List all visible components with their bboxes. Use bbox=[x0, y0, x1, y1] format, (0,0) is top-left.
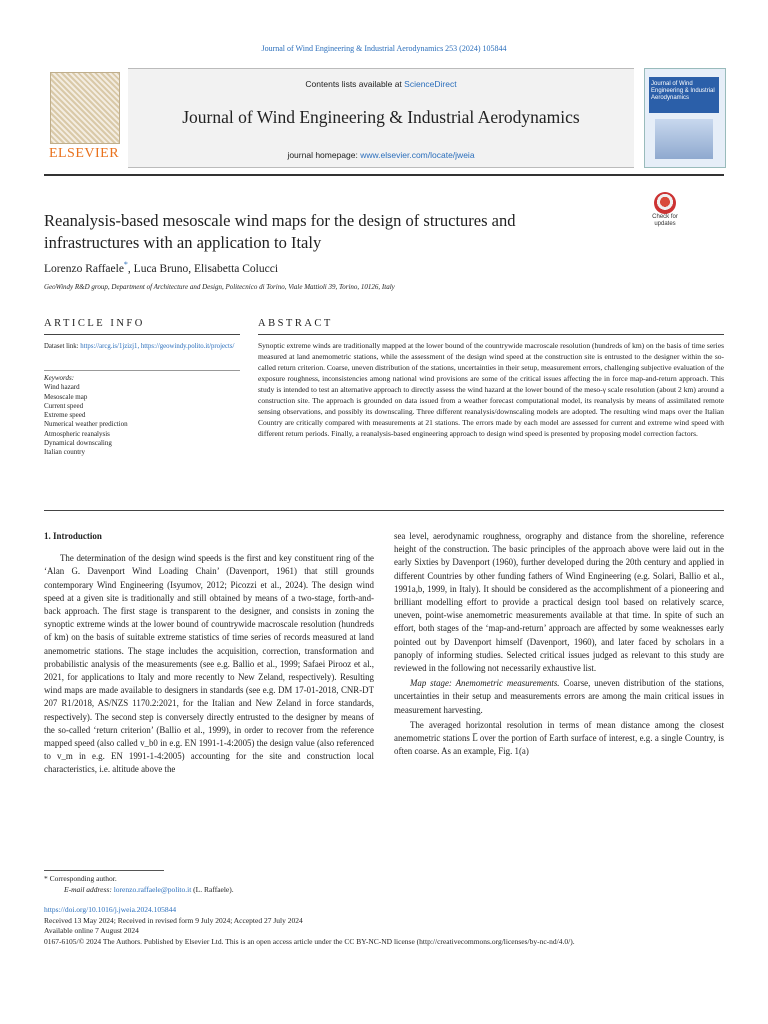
paragraph-text: Coarse, uneven distribution of the stations, uncertainties in their setup and measurements errors are among the main critical issues in measurement harvesting. bbox=[394, 678, 725, 715]
check-updates-label: Check for updates bbox=[652, 214, 678, 227]
received-dates: Received 13 May 2024; Received in revised form 9 July 2024; Accepted 27 July 2024 bbox=[44, 915, 303, 925]
body-paragraph bbox=[394, 677, 724, 717]
author-link[interactable]: Lorenzo Raffaele bbox=[44, 262, 124, 275]
contents-prefix: Contents lists available at bbox=[305, 79, 405, 89]
keywords-block bbox=[44, 374, 240, 458]
email-suffix: (L. Raffaele). bbox=[191, 884, 234, 894]
journal-title: Journal of Wind Engineering & Industrial Aerodynamics bbox=[182, 107, 580, 127]
author-list bbox=[44, 260, 278, 275]
homepage-link[interactable]: www.elsevier.com/locate/jweia bbox=[360, 150, 475, 160]
email-line bbox=[44, 885, 544, 896]
keyword-item: Current speed bbox=[44, 401, 84, 410]
cover-title: Journal of Wind Engineering & Industrial Aerodynamics bbox=[651, 81, 715, 101]
keywords-heading: Keywords: bbox=[44, 374, 75, 382]
elsevier-tree-icon bbox=[50, 72, 120, 144]
keyword-item: Italian country bbox=[44, 448, 86, 457]
keyword-item: Mesoscale map bbox=[44, 392, 88, 401]
keyword-item: Atmospheric reanalysis bbox=[44, 429, 110, 438]
abstract-bottom-divider bbox=[44, 510, 724, 511]
article-title: Reanalysis-based mesoscale wind maps for the design of structures and infrastructures with an application to Italy bbox=[44, 211, 516, 252]
header-divider bbox=[44, 174, 724, 176]
dataset-links[interactable]: https://arcg.is/1jzizj1, https://geowindy.polito.it/projects/ bbox=[80, 343, 235, 350]
dataset-label: Dataset link: bbox=[44, 343, 81, 350]
keyword-item: Numerical weather prediction bbox=[44, 420, 128, 429]
check-updates-icon bbox=[654, 192, 676, 214]
article-metadata bbox=[44, 905, 724, 947]
abstract-heading: ABSTRACT bbox=[258, 318, 333, 329]
doi-link[interactable]: https://doi.org/10.1016/j.jweia.2024.105844 bbox=[44, 905, 177, 914]
license-text: 0167-6105/© 2024 The Authors. Published by Elsevier Ltd. This is an open access article under the CC BY-NC-ND license (http://creativecommons.org/licenses/by-nc-nd/4.0/). bbox=[44, 936, 575, 946]
keywords-divider bbox=[44, 370, 240, 371]
footnote bbox=[44, 874, 544, 895]
elsevier-logo[interactable] bbox=[44, 68, 124, 166]
other-authors[interactable]: , Luca Bruno, Elisabetta Colucci bbox=[127, 262, 279, 275]
footnote-divider bbox=[44, 870, 164, 871]
sciencedirect-link[interactable]: ScienceDirect bbox=[404, 79, 457, 89]
body-paragraph: sea level, aerodynamic roughness, orography and distance from the shoreline, reference height of the construction. The basic principles of the approach above were laid out in the early Sixties by Davenport (1960), further developed during the 20th century and applied in different Countries by other funding fathers of Wind Engineering (e.g. Solari, Ballio et al., 1991a,b, 1999, in Italy). It should be considered as the accomplishment of a pioneering and brilliant modelling effort to provide a practical design tool based on relatively scarce, uneven, point-wise anemometric measurements available at that time. In spite of such an effort, both stages of the ‘map-and-return’ approach are affected by some weaknesses early pointed out by Davenport himself (Davenport, 1960), and later faced by scholars in a panoply of informing studies. Selected critical issues judged as relevant to this study are reviewed in the following not necessarily exhaustive list. bbox=[394, 531, 724, 674]
homepage-line bbox=[128, 150, 634, 160]
homepage-prefix: journal homepage: bbox=[287, 150, 361, 160]
section-heading-introduction: 1. Introduction bbox=[44, 531, 102, 541]
journal-reference[interactable]: Journal of Wind Engineering & Industrial Aerodynamics 253 (2024) 105844 bbox=[261, 44, 507, 53]
contents-line bbox=[128, 79, 634, 89]
affiliation: GeoWindy R&D group, Department of Architecture and Design, Politecnico di Torino, Viale Mattioli 39, Torino, 10126, Italy bbox=[44, 283, 395, 291]
corresponding-note: * Corresponding author. bbox=[44, 874, 117, 883]
online-date: Available online 7 August 2024 bbox=[44, 926, 139, 936]
keyword-item: Dynamical downscaling bbox=[44, 439, 112, 448]
email-label: E-mail address: bbox=[64, 884, 114, 894]
article-info-heading: ARTICLE INFO bbox=[44, 318, 145, 329]
keyword-item: Extreme speed bbox=[44, 411, 86, 420]
body-column-left bbox=[44, 530, 374, 777]
corresponding-author-mark[interactable]: * bbox=[123, 260, 128, 269]
cover-image bbox=[655, 119, 713, 159]
abstract-text: Synoptic extreme winds are traditionally mapped at the lower bound of the countrywide macroscale resolution (hundreds of km) on the basis of time series measured at land anemometric stations, while the assessment of the design wind speed at the construction site is entrusted to the designer within the so-called return criterion. Coarse, uneven distribution of the stations, uncertainties in their setup, measurement errors, challenging subjective evaluation of the exposure roughness, inconsistencies among national wind provisions are some of the critical issues affecting the in force map-and-return approach. This study is intended to test an alternative approach to directly assess the wind hazard at the lower bound of the meso-γ scale resolution (about 2 km) around a construction site. The approach is grounded on data issued from a weather forecast computational model, its reanalysis by means of assimilated remote sensing observations, and possibly its downscaling. Three different reanalysis/downscaling models are adopted. The resulting wind maps over the Italian Country are critically compared with measurements at 21 stations. The errors made by each model are assessed for current and extreme wind speed with different return periods. Finally, a reanalysis-based engineering approach to design wind speed is presented by proposing model correction factors. bbox=[258, 341, 724, 439]
abstract-divider bbox=[258, 334, 724, 335]
paragraph-heading: Map stage: Anemometric measurements. bbox=[410, 678, 560, 689]
email-link[interactable]: lorenzo.raffaele@polito.it bbox=[113, 884, 192, 894]
check-for-updates-button[interactable] bbox=[648, 192, 682, 228]
journal-cover[interactable] bbox=[644, 68, 726, 168]
body-paragraph: The determination of the design wind speeds is the first and key constituent ring of the ‘Alan G. Davenport Wind Loading Chain’ (Davenport, 1961) that still grounds contemporary Wind Engineering (Isyumov, 2012; Picozzi et al., 2024). The design wind speed at a given site is traditionally and still obtained by means of a two-stage, forth-and-back approach. The first stage is transparent to the designer, and consists in zoning the synoptic extreme winds at the lower bound of countrywide macroscale resolution (hundreds of km) on the basis of suitable extreme statistics of time series of records measured at land anemometric stations. The stage includes the acquisition, correction, transformation and probabilistic analysis of the measurements (see e.g. Ballio et al., 1999; Safaei Pirooz et al., 2021, for applications to Italy and more recently to New Zeland, respectively). Resulting wind maps are made available to designers in standards (see e.g. DM 17-01-2018, CNR-DT 207 R1/2018, AS/NZS 1170.2:2021, for the Italian and New Zeland in force standards, respectively). The second step is conversely directly entrusted to the designer by means of the so-called ‘return criterion’ (Ballio et al., 1999), in order to recover from the reference mapped speed (also called v_b0 in e.g. EN 1991-1-4:2005) the design value (also referenced to v_m in e.g. EN 1991-1-4:2005) accounting for the site and construction local characteristics, i.e. altitude above the bbox=[44, 553, 374, 775]
keyword-item: Wind hazard bbox=[44, 383, 80, 392]
journal-banner bbox=[128, 68, 634, 168]
dataset-link-block bbox=[44, 342, 240, 351]
publisher-name: ELSEVIER bbox=[48, 146, 120, 161]
body-paragraph: The averaged horizontal resolution in terms of mean distance among the closest anemometric stations L̅ over the portion of Earth surface of interest, e.g. a single Country, is often coarse. As an example, Fig. 1(a) bbox=[394, 719, 724, 757]
journal-header bbox=[44, 68, 724, 168]
body-column-right bbox=[394, 530, 724, 758]
info-divider bbox=[44, 334, 240, 335]
